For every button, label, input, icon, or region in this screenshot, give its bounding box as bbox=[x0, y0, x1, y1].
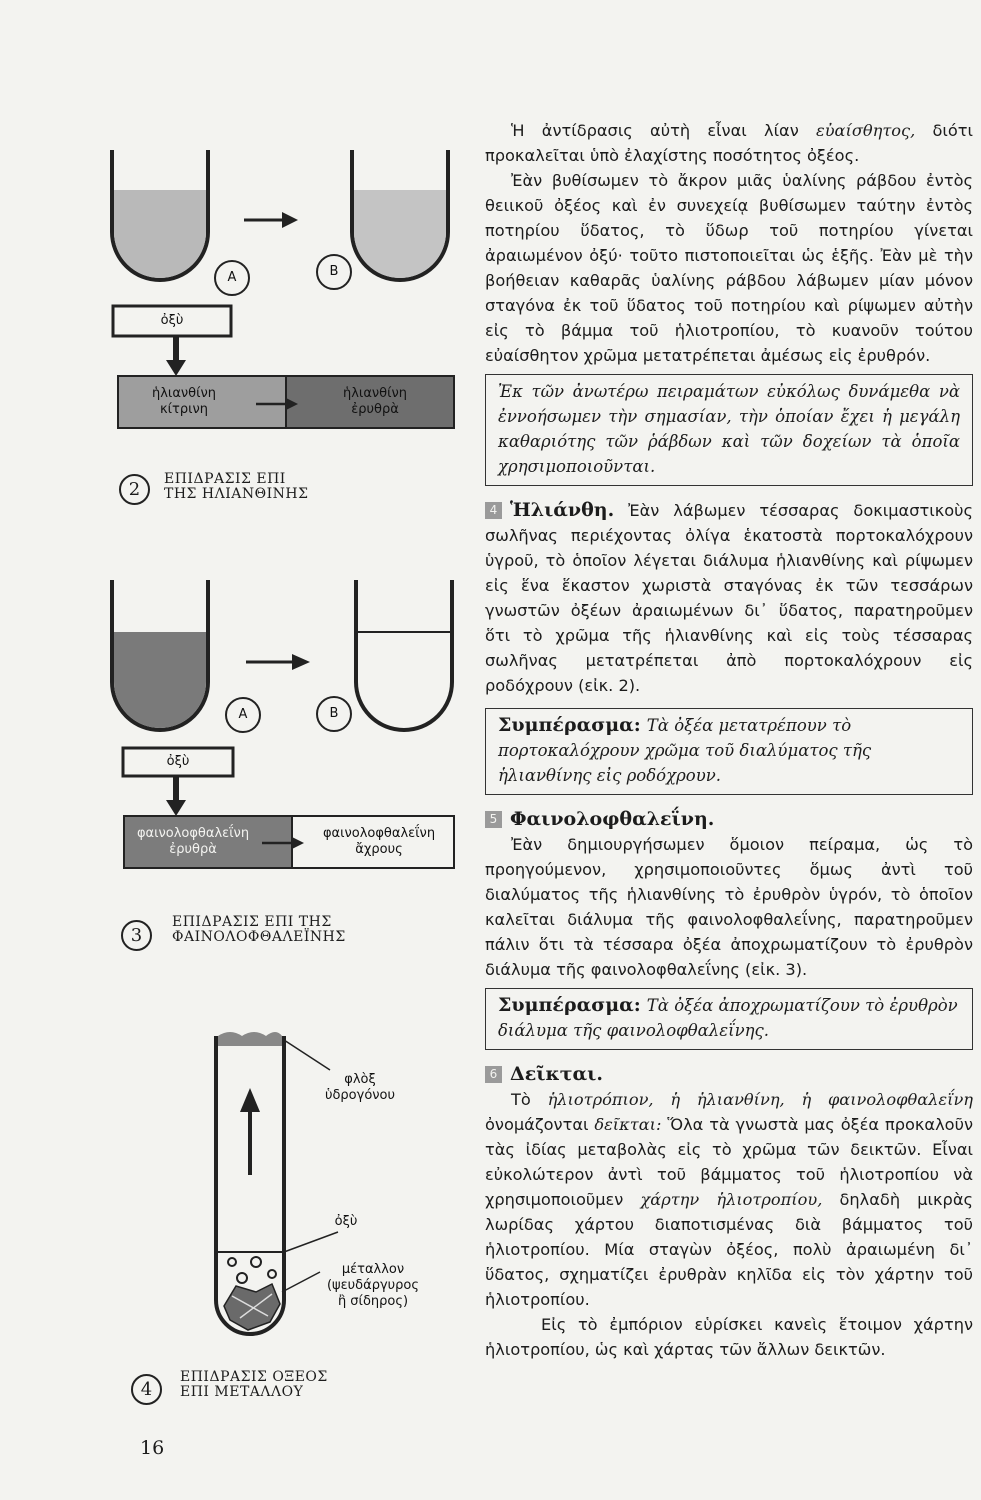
figure4-metal-label: μέταλλον (ψευδάργυρος ἢ σίδηρος) bbox=[326, 1262, 420, 1309]
final-paragraph: Εἰς τὸ ἐμπόριον εὑρίσκει κανεὶς ἕτοιμον χάρτην ἡλιοτροπίου, ὡς καὶ χάρτας τῶν ἄλλων δεικτῶν. bbox=[485, 1315, 973, 1359]
section-5-heading bbox=[485, 807, 973, 832]
paragraph-1: Ἡ ἀντίδρασις αὐτὴ εἶναι λίαν εὐαίσθητος, διότι προκαλεῖται ὑπὸ ἐλαχίστης ποσότητος ὀξέος. bbox=[485, 121, 973, 165]
figure3-right-label: φαινολοφθαλεΐνη ἄχρους bbox=[322, 826, 436, 857]
figure2-acid-label: ὀξὺ bbox=[160, 313, 184, 328]
paragraph-2: Ἐὰν βυθίσωμεν τὸ ἄκρον μιᾶς ὑαλίνης ράβδου ἐντὸς θειικοῦ ὀξέος καὶ ἐν συνεχείᾳ βυθίσωμεν ταύτην ἐντὸς ποτηρίου ὕδατος, τὸ ὕδωρ τοῦ ποτηρίου γίνεται ἀραιωμένον ὀξύ· τοῦτο πιστοποιεῖται ὡς ἑξῆς. Ἐὰν μὲ τὴν βοήθειαν καθαρᾶς ὑαλίνης ράβδου λάβωμεν μίαν μόνον σταγόνα ἐκ τοῦ ὕδατος τοῦ ποτηρίου καὶ ρίψωμεν αὐτὴν εἰς τὸ βάμμα τοῦ ἡλιοτροπίου, τὸ κυανοῦν τούτου εὐαίσθητον χρῶμα μετατρέπεται ἀμέσως εἰς ἐρυθρόν. bbox=[485, 171, 973, 365]
figure2-right-label: ἡλιανθίνη ἐρυθρὰ bbox=[342, 386, 408, 417]
figure2-label-b: B bbox=[329, 264, 339, 279]
figure4-caption: ΕΠΙΔΡΑΣΙΣ ΟΞΕΟΣ ΕΠΙ ΜΕΤΑΛΛΟΥ bbox=[180, 1369, 328, 1400]
section-5-number: 5 bbox=[485, 811, 502, 828]
section-4-number: 4 bbox=[485, 502, 502, 519]
figure2-caption: ΕΠΙΔΡΑΣΙΣ ΕΠΙ ΤΗΣ ΗΛΙΑΝΘΙΝΗΣ bbox=[164, 471, 309, 502]
figure2-beaker-a bbox=[112, 150, 208, 280]
section-4-title: Ἡλιάνθη. bbox=[510, 499, 615, 521]
note-box: Ἐκ τῶν ἀνωτέρω πειραμάτων εὐκόλως δυνάμεθα νὰ ἐννοήσωμεν τὴν σημασίαν, τὴν ὁποίαν ἔχει ἡ μεγάλη καθαριότης τῶν ῥάβδων καὶ τῶν δοχείων τὰ ὁποῖα χρησιμοποιοῦνται. bbox=[485, 374, 973, 486]
page-number: 16 bbox=[140, 1437, 165, 1459]
section-6-title: Δεῖκται. bbox=[510, 1063, 603, 1085]
text-column bbox=[485, 118, 973, 1362]
section-6-number: 6 bbox=[485, 1066, 502, 1083]
figure4-number: 4 bbox=[131, 1374, 162, 1405]
figure3-left-label: φαινολοφθαλεΐνη ἐρυθρὰ bbox=[136, 826, 250, 857]
section-4-paragraph: 4 Ἡλιάνθη. Ἐὰν λάβωμεν τέσσαρας δοκιμαστικοὺς σωλῆνας περιέχοντας ὀλίγα ἑκατοστὰ πορτοκαλόχρουν ὑγροῦ, τὸ ὁποῖον λέγεται διάλυμα ἡλιανθίνης καὶ ρίψωμεν εἰς ἕνα ἕκαστον χωριστὰ σταγόνας ἐκ τῶν τεσσάρων γνωστῶν ὀξέων ἀραιωμένων δι᾽ ὕδατος, παρατηροῦμεν ὅτι τὸ χρῶμα τῆς ἡλιανθίνης καὶ εἰς τοὺς τέσσαρας σωλῆνας μετατρέπεται ἀπὸ πορτοκαλόχρουν εἰς ροδόχρουν (εἰκ. 2). bbox=[485, 499, 973, 695]
figure3-caption: ΕΠΙΔΡΑΣΙΣ ΕΠΙ ΤΗΣ ΦΑΙΝΟΛΟΦΘΑΛΕΪΝΗΣ bbox=[172, 914, 346, 945]
figure2-label-a: A bbox=[227, 270, 237, 285]
section-6-paragraph: Τὸ ἡλιοτρόπιον, ἡ ἡλιανθίνη, ἡ φαινολοφθαλεΐνη ὀνομάζονται δεῖκται: Ὅλα τὰ γνωστὰ μας ὀξέα προκαλοῦν τὰς ἰδίας μεταβολὰς εἰς τὸ χρῶμα τῶν δεικτῶν. Εἶναι εὐκολώτερον ἀντὶ τοῦ βάμματος τοῦ ἡλιοτροπίου νὰ χρησιμοποιοῦμεν χάρτην ἡλιοτροπίου, δηλαδὴ μικρὰς λωρίδας χάρτου διαποτισμένας διὰ βάμματος τοῦ ἡλιοτροπίου. Μία σταγὼν ὀξέος, πολὺ ἀραιωμένη δι᾽ ὕδατος, σχηματίζει ἐρυθρὰν κηλῖδα εἰς τὸν χάρτην τοῦ ἡλιοτροπίου. bbox=[485, 1090, 973, 1309]
figure3-beaker-b bbox=[356, 580, 452, 730]
figure2-beaker-b bbox=[352, 150, 448, 280]
section-5-paragraph: Ἐὰν δημιουργήσωμεν ὅμοιον πείραμα, ὡς τὸ προηγούμενον, χρησιμοποιοῦντες ὅμως ἀντὶ τοῦ διαλύματος τῆς ἡλιανθίνης τὸ ἐρυθρὸν ὑγρόν, τὸ ὁποῖον καλεῖται διάλυμα τῆς φαινολοφθαλεΐνης, παρατηροῦμεν πάλιν ὅτι τὰ τέσσαρα ὀξέα ἀποχρωματίζουν τὸ ἐρυθρὸν διάλυμα τῆς φαινολοφθαλεΐνης (εἰκ. 3). bbox=[485, 835, 973, 979]
section-5-title: Φαινολοφθαλεΐνη. bbox=[510, 808, 715, 830]
figure3-beaker-a bbox=[112, 580, 208, 730]
figure3-label-b: B bbox=[329, 706, 339, 721]
figure3-label-a: A bbox=[238, 707, 248, 722]
figure3-number: 3 bbox=[121, 920, 152, 951]
figure2-left-label: ἡλιανθίνη κίτρινη bbox=[151, 386, 217, 417]
figure4-acid-label: ὀξὺ bbox=[334, 1214, 358, 1229]
section-6-heading bbox=[485, 1062, 973, 1087]
conclusion-box-2: Συμπέρασμα: Τὰ ὀξέα ἀποχρωματίζουν τὸ ἐρυθρὸν διάλυμα τῆς φαινολοφθαλεΐνης. bbox=[485, 988, 973, 1050]
figure3-acid-label: ὀξὺ bbox=[166, 754, 190, 769]
figure4-flame-label: φλὸξ ὑδρογόνου bbox=[324, 1072, 396, 1103]
figure4-test-tube bbox=[216, 1032, 284, 1334]
conclusion-box-1: Συμπέρασμα: Τὰ ὀξέα μετατρέπουν τὸ πορτοκαλόχρουν χρῶμα τοῦ διαλύματος τῆς ἡλιανθίνης εἰς ροδόχρουν. bbox=[485, 708, 973, 795]
figure2-number: 2 bbox=[119, 474, 150, 505]
